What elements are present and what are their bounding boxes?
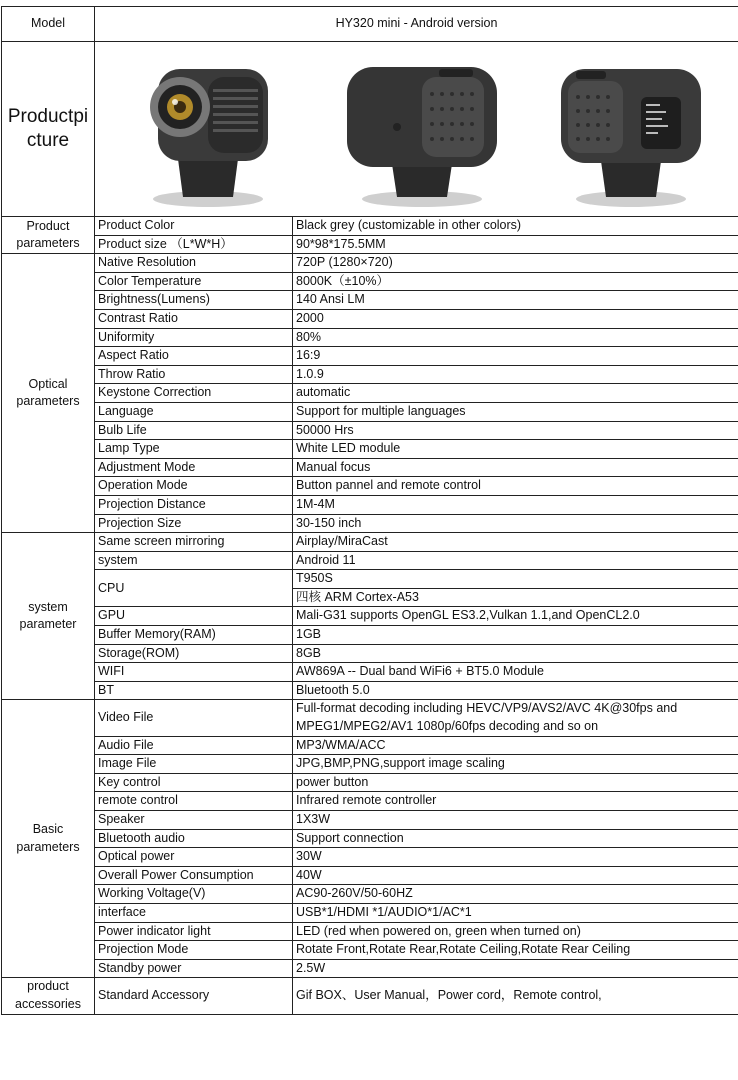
spec-row bbox=[2, 700, 738, 736]
spec-row bbox=[2, 495, 738, 514]
spec-value: 140 Ansi LM bbox=[293, 291, 738, 310]
spec-row bbox=[2, 941, 738, 960]
spec-row bbox=[2, 440, 738, 459]
spec-label: BT bbox=[95, 681, 293, 700]
group-label: system parameter bbox=[2, 533, 95, 700]
spec-label: Color Temperature bbox=[95, 272, 293, 291]
spec-label: Keystone Correction bbox=[95, 384, 293, 403]
spec-label: Language bbox=[95, 402, 293, 421]
spec-row bbox=[2, 755, 738, 774]
spec-value: 50000 Hrs bbox=[293, 421, 738, 440]
spec-row bbox=[2, 384, 738, 403]
spec-label: CPU bbox=[95, 570, 293, 607]
spec-row bbox=[2, 328, 738, 347]
spec-value: 1M-4M bbox=[293, 495, 738, 514]
spec-value: 8000K（±10%） bbox=[293, 272, 738, 291]
spec-value: Black grey (customizable in other colors) bbox=[293, 217, 738, 236]
spec-row bbox=[2, 811, 738, 830]
spec-value: AW869A -- Dual band WiFi6 + BT5.0 Module bbox=[293, 663, 738, 682]
header-row bbox=[2, 7, 738, 42]
spec-value: JPG,BMP,PNG,support image scaling bbox=[293, 755, 738, 774]
spec-value: LED (red when powered on, green when turned on) bbox=[293, 922, 738, 941]
spec-row bbox=[2, 922, 738, 941]
projector-front-angle-image bbox=[118, 49, 288, 209]
spec-value: 40W bbox=[293, 866, 738, 885]
spec-table bbox=[1, 6, 738, 1015]
spec-value: 1GB bbox=[293, 626, 738, 645]
spec-label: WIFI bbox=[95, 663, 293, 682]
spec-row bbox=[2, 514, 738, 533]
spec-value: power button bbox=[293, 773, 738, 792]
spec-row bbox=[2, 570, 738, 607]
model-value: HY320 mini - Android version bbox=[95, 7, 738, 42]
spec-label: Standard Accessory bbox=[95, 978, 293, 1014]
spec-row bbox=[2, 533, 738, 552]
spec-row bbox=[2, 458, 738, 477]
spec-label: Projection Size bbox=[95, 514, 293, 533]
spec-row bbox=[2, 607, 738, 626]
spec-label: system bbox=[95, 551, 293, 570]
spec-label: Contrast Ratio bbox=[95, 309, 293, 328]
spec-label: Optical power bbox=[95, 848, 293, 867]
spec-value: Full-format decoding including HEVC/VP9/AVS2/AVC 4K@30fps and MPEG1/MPEG2/AV1 1080p/60fps decoding and so on bbox=[293, 700, 738, 736]
spec-label: Aspect Ratio bbox=[95, 347, 293, 366]
spec-value: White LED module bbox=[293, 440, 738, 459]
spec-value: Bluetooth 5.0 bbox=[293, 681, 738, 700]
spec-label: Bluetooth audio bbox=[95, 829, 293, 848]
spec-row bbox=[2, 347, 738, 366]
spec-row bbox=[2, 291, 738, 310]
spec-row bbox=[2, 217, 738, 236]
spec-value bbox=[293, 570, 738, 607]
product-picture-label: Productpi cture bbox=[2, 42, 95, 217]
spec-row bbox=[2, 626, 738, 645]
spec-label: Throw Ratio bbox=[95, 365, 293, 384]
spec-row bbox=[2, 773, 738, 792]
spec-label: remote control bbox=[95, 792, 293, 811]
spec-row bbox=[2, 402, 738, 421]
picture-row bbox=[2, 42, 738, 217]
spec-value-line: T950S bbox=[296, 571, 333, 586]
product-picture-cell bbox=[95, 42, 738, 217]
spec-label: Speaker bbox=[95, 811, 293, 830]
spec-value: 30-150 inch bbox=[293, 514, 738, 533]
spec-value: 8GB bbox=[293, 644, 738, 663]
projector-rear-side-image bbox=[546, 49, 716, 209]
spec-row bbox=[2, 272, 738, 291]
spec-label: Standby power bbox=[95, 959, 293, 978]
spec-row bbox=[2, 792, 738, 811]
spec-value: 30W bbox=[293, 848, 738, 867]
spec-value: 16:9 bbox=[293, 347, 738, 366]
spec-value: 1X3W bbox=[293, 811, 738, 830]
spec-row bbox=[2, 421, 738, 440]
spec-row bbox=[2, 736, 738, 755]
group-label: Product parameters bbox=[2, 217, 95, 254]
spec-label: interface bbox=[95, 903, 293, 922]
spec-row bbox=[2, 477, 738, 496]
spec-label: Audio File bbox=[95, 736, 293, 755]
spec-value: Infrared remote controller bbox=[293, 792, 738, 811]
spec-value: automatic bbox=[293, 384, 738, 403]
spec-value: 720P (1280×720) bbox=[293, 254, 738, 273]
spec-label: Key control bbox=[95, 773, 293, 792]
spec-label: Storage(ROM) bbox=[95, 644, 293, 663]
spec-row bbox=[2, 254, 738, 273]
spec-row bbox=[2, 663, 738, 682]
group-label: product accessories bbox=[2, 978, 95, 1014]
spec-row bbox=[2, 829, 738, 848]
group-label: Optical parameters bbox=[2, 254, 95, 533]
spec-value: Support connection bbox=[293, 829, 738, 848]
spec-label: Working Voltage(V) bbox=[95, 885, 293, 904]
spec-label: Brightness(Lumens) bbox=[95, 291, 293, 310]
spec-label: Uniformity bbox=[95, 328, 293, 347]
spec-row bbox=[2, 644, 738, 663]
spec-value: Support for multiple languages bbox=[293, 402, 738, 421]
spec-value: Gif BOX、User Manual，Power cord，Remote control, bbox=[293, 978, 738, 1014]
spec-value: 90*98*175.5MM bbox=[293, 235, 738, 254]
spec-label: Product Color bbox=[95, 217, 293, 236]
spec-value: Manual focus bbox=[293, 458, 738, 477]
spec-row bbox=[2, 959, 738, 978]
spec-label: Native Resolution bbox=[95, 254, 293, 273]
spec-value: 2.5W bbox=[293, 959, 738, 978]
spec-row bbox=[2, 848, 738, 867]
spec-value: Airplay/MiraCast bbox=[293, 533, 738, 552]
spec-label: Image File bbox=[95, 755, 293, 774]
spec-label: Same screen mirroring bbox=[95, 533, 293, 552]
spec-label: Video File bbox=[95, 700, 293, 736]
spec-value: 1.0.9 bbox=[293, 365, 738, 384]
spec-row bbox=[2, 866, 738, 885]
spec-value: AC90-260V/50-60HZ bbox=[293, 885, 738, 904]
spec-value: MP3/WMA/ACC bbox=[293, 736, 738, 755]
spec-value: USB*1/HDMI *1/AUDIO*1/AC*1 bbox=[293, 903, 738, 922]
spec-label: Projection Distance bbox=[95, 495, 293, 514]
spec-label: Buffer Memory(RAM) bbox=[95, 626, 293, 645]
spec-row bbox=[2, 885, 738, 904]
spec-label: Operation Mode bbox=[95, 477, 293, 496]
spec-label: Projection Mode bbox=[95, 941, 293, 960]
spec-row bbox=[2, 903, 738, 922]
spec-row bbox=[2, 978, 738, 1014]
spec-value: 80% bbox=[293, 328, 738, 347]
group-label: Basic parameters bbox=[2, 700, 95, 978]
spec-label: Overall Power Consumption bbox=[95, 866, 293, 885]
spec-value: 2000 bbox=[293, 309, 738, 328]
spec-row bbox=[2, 365, 738, 384]
projector-rear-angle-image bbox=[327, 49, 507, 209]
spec-label: Adjustment Mode bbox=[95, 458, 293, 477]
spec-value: Mali-G31 supports OpenGL ES3.2,Vulkan 1.1,and OpenCL2.0 bbox=[293, 607, 738, 626]
spec-label: Bulb Life bbox=[95, 421, 293, 440]
spec-row bbox=[2, 309, 738, 328]
spec-value: Rotate Front,Rotate Rear,Rotate Ceiling,Rotate Rear Ceiling bbox=[293, 941, 738, 960]
model-label: Model bbox=[2, 7, 95, 42]
spec-value-line: 四核 ARM Cortex-A53 bbox=[293, 588, 738, 607]
spec-value: Android 11 bbox=[293, 551, 738, 570]
spec-label: GPU bbox=[95, 607, 293, 626]
spec-row bbox=[2, 681, 738, 700]
spec-row bbox=[2, 551, 738, 570]
spec-label: Product size （L*W*H） bbox=[95, 235, 293, 254]
spec-row bbox=[2, 235, 738, 254]
spec-value: Button pannel and remote control bbox=[293, 477, 738, 496]
spec-label: Lamp Type bbox=[95, 440, 293, 459]
spec-label: Power indicator light bbox=[95, 922, 293, 941]
